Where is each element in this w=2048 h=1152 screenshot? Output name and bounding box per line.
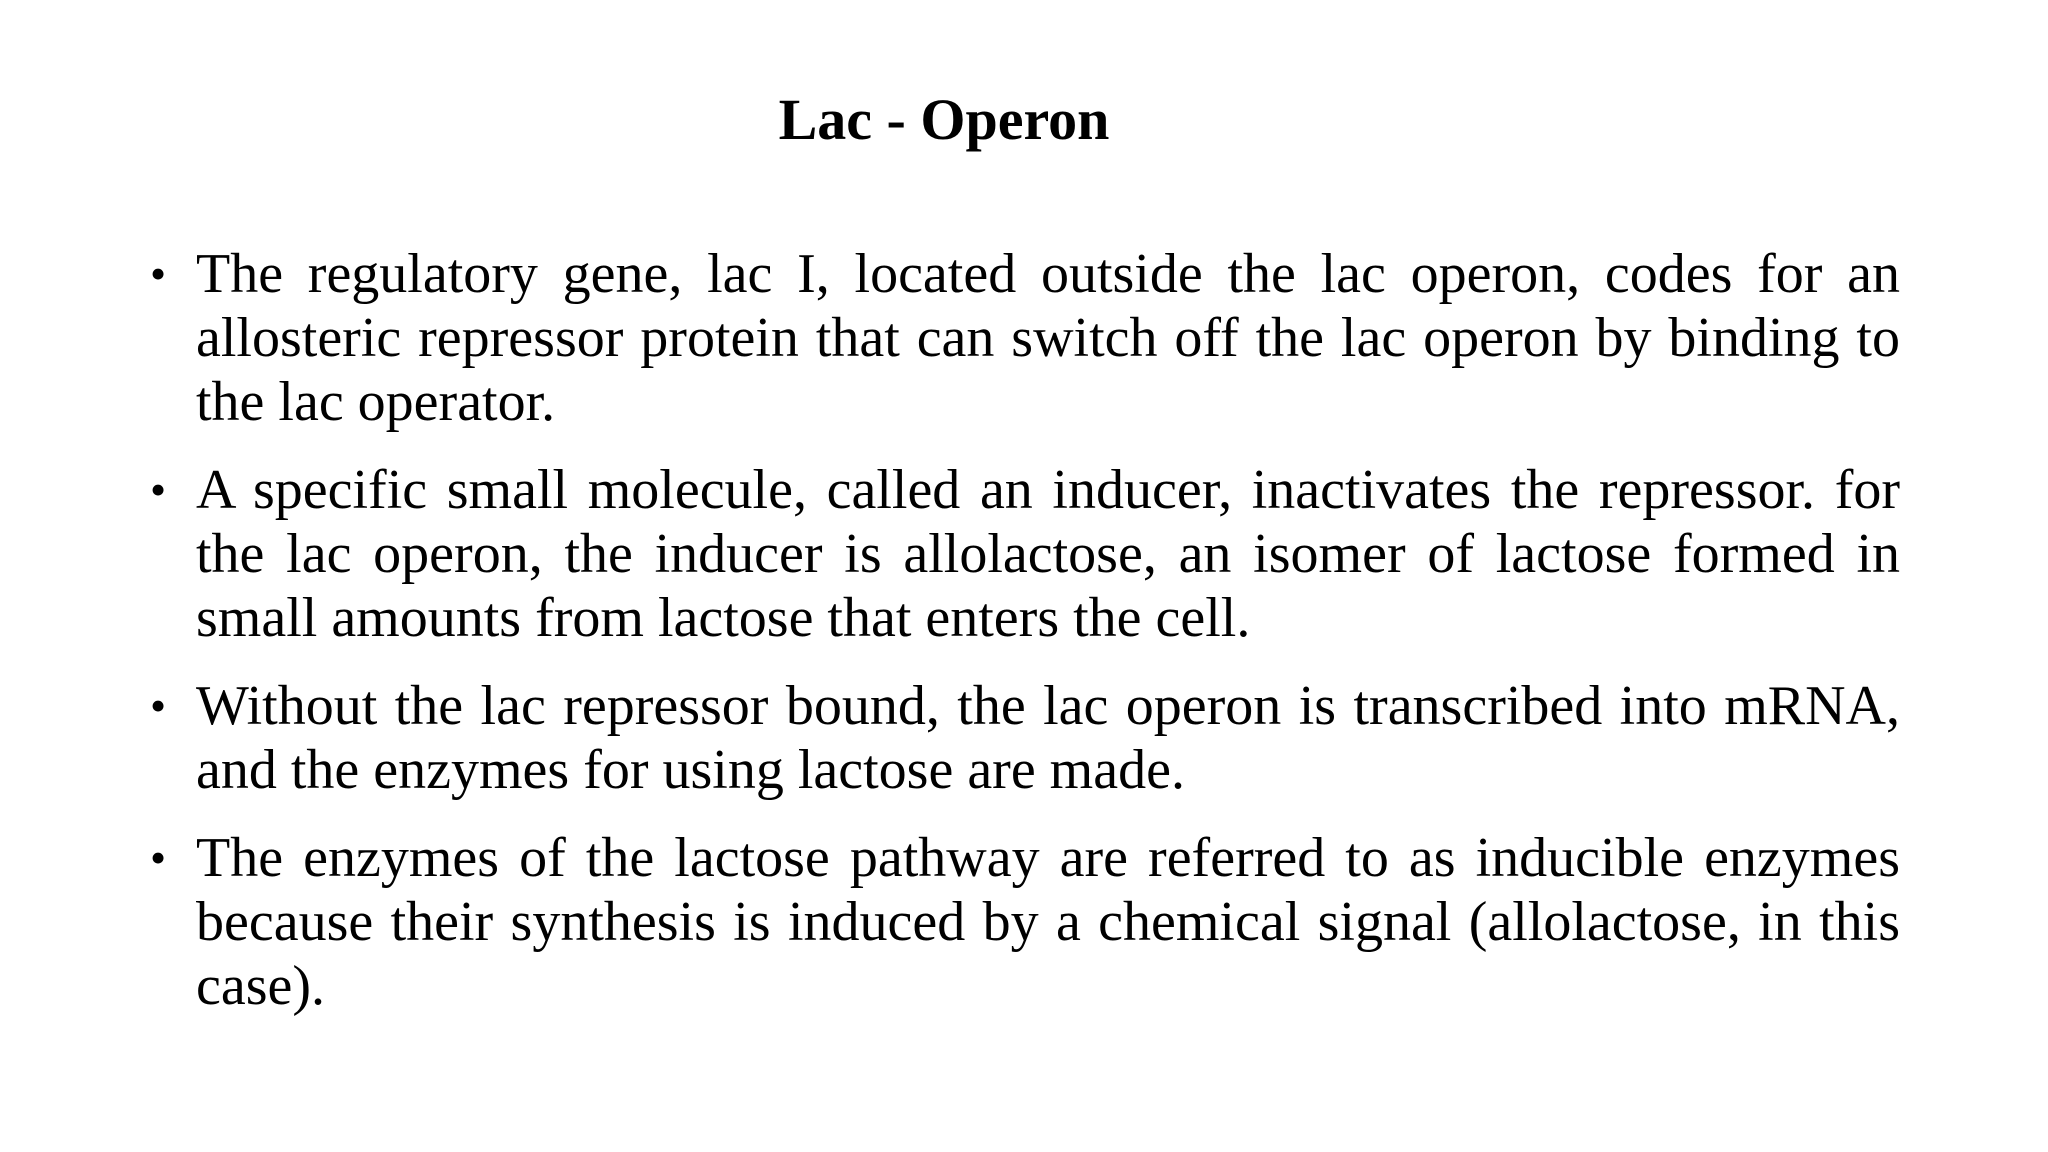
- bullet-item-1: [150, 242, 1900, 434]
- slide-title: Lac - Operon: [778, 87, 1110, 152]
- bullet-text: The regulatory gene, lac I, located outside the lac operon, codes for an allosteric repressor protein that can switch off the lac operon by binding to the lac operator.: [196, 243, 1900, 433]
- bullet-marker: •: [150, 464, 167, 515]
- bullet-item-3: [150, 674, 1900, 802]
- bullet-marker: •: [150, 680, 167, 731]
- bullet-list: [150, 242, 1900, 1042]
- bullet-item-4: [150, 826, 1900, 1018]
- bullet-text: Without the lac repressor bound, the lac operon is transcribed into mRNA, and the enzymes for using lactose are made.: [196, 675, 1900, 801]
- bullet-marker: •: [150, 248, 167, 299]
- bullet-marker: •: [150, 832, 167, 883]
- bullet-item-2: [150, 458, 1900, 650]
- bullet-text: A specific small molecule, called an inducer, inactivates the repressor. for the lac operon, the inducer is allolactose, an isomer of lactose formed in small amounts from lactose that enters the cell.: [196, 459, 1900, 649]
- bullet-text: The enzymes of the lactose pathway are referred to as inducible enzymes because their synthesis is induced by a chemical signal (allolactose, in this case).: [196, 827, 1900, 1017]
